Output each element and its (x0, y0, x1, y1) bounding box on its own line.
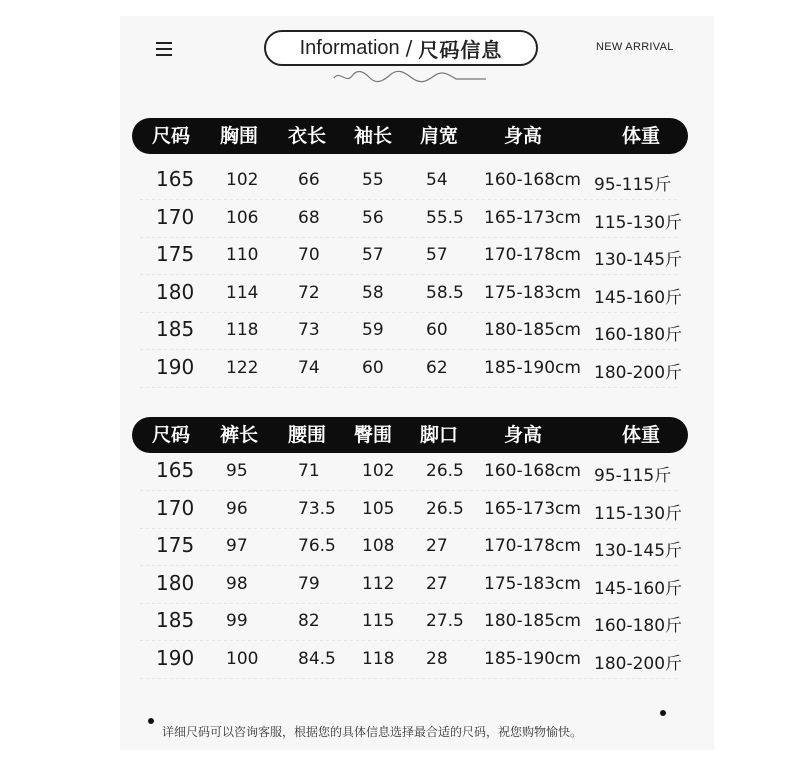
cell-size: 185 (156, 317, 195, 342)
cell-weight: 145-160斤 (594, 287, 683, 308)
cell-col4: 56 (362, 207, 384, 228)
cell-col3: 73.5 (298, 498, 336, 519)
cell-col4: 59 (362, 320, 384, 341)
top-table-header-size: 尺码 (152, 125, 191, 147)
cell-height: 180-185cm (484, 611, 581, 632)
bottom-table-header-col5: 脚口 (420, 424, 459, 446)
cell-height: 170-178cm (484, 536, 581, 557)
table-row (140, 202, 683, 238)
cell-col3: 73 (298, 320, 320, 341)
cell-col5: 26.5 (426, 498, 464, 519)
top-table-header-height: 身高 (504, 125, 543, 147)
cell-col2: 95 (226, 461, 248, 481)
top-table-header-col3: 衣长 (288, 125, 327, 147)
cell-col5: 27.5 (426, 611, 464, 632)
cell-col4: 55 (362, 170, 384, 190)
cell-height: 185-190cm (484, 358, 581, 378)
cell-weight: 160-180斤 (594, 325, 683, 346)
table-row (140, 530, 683, 566)
table-row (140, 643, 683, 679)
table-row (140, 493, 683, 529)
table-row (140, 277, 683, 313)
cell-col3: 68 (298, 207, 320, 228)
cell-size: 185 (156, 608, 195, 633)
cell-size: 180 (156, 570, 195, 595)
bottom-table-header-weight: 体重 (622, 424, 661, 446)
cell-col5: 55.5 (426, 207, 464, 228)
table-row (140, 314, 683, 350)
top-table-header-col4: 袖长 (354, 125, 393, 147)
cell-col2: 96 (226, 498, 248, 519)
cell-height: 160-168cm (484, 170, 581, 190)
top-table-header-col2: 胸围 (220, 125, 259, 147)
bottom-table-header (132, 417, 688, 453)
cell-weight: 145-160斤 (594, 578, 683, 599)
cell-height: 165-173cm (484, 498, 581, 519)
cell-col5: 58.5 (426, 282, 464, 303)
bullet-dot-left (148, 718, 154, 724)
cell-weight: 130-145斤 (594, 541, 683, 562)
bottom-table-header-col4: 臀围 (354, 424, 393, 446)
bullet-dot-right (660, 710, 666, 716)
cell-col4: 112 (362, 573, 395, 594)
table-row (140, 352, 683, 388)
cell-col4: 60 (362, 358, 384, 378)
bottom-table-header-size: 尺码 (152, 424, 191, 446)
top-table-header-weight: 体重 (622, 125, 661, 147)
cell-col3: 70 (298, 245, 320, 266)
cell-col4: 58 (362, 282, 384, 303)
cell-col5: 28 (426, 649, 448, 669)
cell-size: 165 (156, 167, 195, 191)
cell-size: 190 (156, 355, 195, 379)
cell-col3: 82 (298, 611, 320, 632)
table-row (140, 605, 683, 641)
menu-icon[interactable] (156, 42, 172, 56)
cell-size: 175 (156, 242, 195, 267)
cell-col2: 122 (226, 358, 259, 378)
swash-text: ecanter (338, 86, 342, 87)
title-chinese: 尺码信息 (418, 37, 503, 62)
bottom-table-header-height: 身高 (504, 424, 543, 446)
cell-col2: 97 (226, 536, 248, 557)
cell-col4: 57 (362, 245, 384, 266)
cell-height: 165-173cm (484, 207, 581, 228)
cell-col4: 108 (362, 536, 395, 557)
top-table-header-col5: 肩宽 (420, 125, 459, 147)
cell-col4: 118 (362, 649, 395, 669)
cell-col3: 84.5 (298, 649, 336, 669)
cell-col2: 100 (226, 649, 259, 669)
cell-col5: 27 (426, 573, 448, 594)
cell-weight: 115-130斤 (594, 503, 683, 524)
cell-weight: 180-200斤 (594, 654, 683, 674)
cell-height: 180-185cm (484, 320, 581, 341)
cell-col2: 102 (226, 170, 259, 190)
cell-height: 175-183cm (484, 282, 581, 303)
page-title (264, 30, 538, 66)
cell-size: 170 (156, 495, 195, 520)
cell-height: 170-178cm (484, 245, 581, 266)
cell-height: 160-168cm (484, 461, 581, 481)
cell-weight: 95-115斤 (594, 175, 672, 195)
cell-col5: 57 (426, 245, 448, 266)
cell-weight: 115-130斤 (594, 212, 683, 233)
table-row (140, 455, 680, 491)
top-table-header (132, 118, 688, 154)
cell-col3: 66 (298, 170, 320, 190)
cell-col2: 114 (226, 282, 259, 303)
cell-col2: 110 (226, 245, 259, 266)
title-english: Information (299, 36, 400, 59)
cell-col5: 60 (426, 320, 448, 341)
cell-weight: 160-180斤 (594, 616, 683, 637)
cell-col2: 99 (226, 611, 248, 632)
cell-col3: 76.5 (298, 536, 336, 557)
cell-col4: 105 (362, 498, 395, 519)
cell-size: 175 (156, 533, 195, 558)
cell-size: 165 (156, 458, 195, 482)
bottom-table-header-col3: 腰围 (288, 424, 327, 446)
title-separator: / (405, 36, 413, 60)
cell-col3: 71 (298, 461, 320, 481)
table-row (140, 164, 680, 200)
cell-col5: 27 (426, 536, 448, 557)
cell-size: 190 (156, 646, 195, 670)
cell-col4: 115 (362, 611, 395, 632)
table-row (140, 239, 683, 275)
cell-col5: 62 (426, 358, 448, 378)
cell-col5: 54 (426, 170, 448, 190)
cell-weight: 180-200斤 (594, 363, 683, 383)
cell-size: 180 (156, 279, 195, 304)
cell-weight: 130-145斤 (594, 250, 683, 271)
cell-col5: 26.5 (426, 461, 464, 481)
cell-col3: 74 (298, 358, 320, 378)
bottom-table-header-col2: 裤长 (220, 424, 259, 446)
cell-col2: 98 (226, 573, 248, 594)
cell-size: 170 (156, 204, 195, 229)
script-swash-decoration (330, 66, 490, 88)
footer-note: 详细尺码可以咨询客服，根据您的具体信息选择最合适的尺码，祝您购物愉快。 (162, 725, 583, 739)
cell-col4: 102 (362, 461, 395, 481)
cell-weight: 95-115斤 (594, 466, 672, 486)
cell-height: 175-183cm (484, 573, 581, 594)
cell-height: 185-190cm (484, 649, 581, 669)
cell-col3: 79 (298, 573, 320, 594)
tagline: NEW ARRIVAL (596, 41, 674, 53)
cell-col2: 106 (226, 207, 259, 228)
cell-col3: 72 (298, 282, 320, 303)
table-row (140, 568, 683, 604)
cell-col2: 118 (226, 320, 259, 341)
